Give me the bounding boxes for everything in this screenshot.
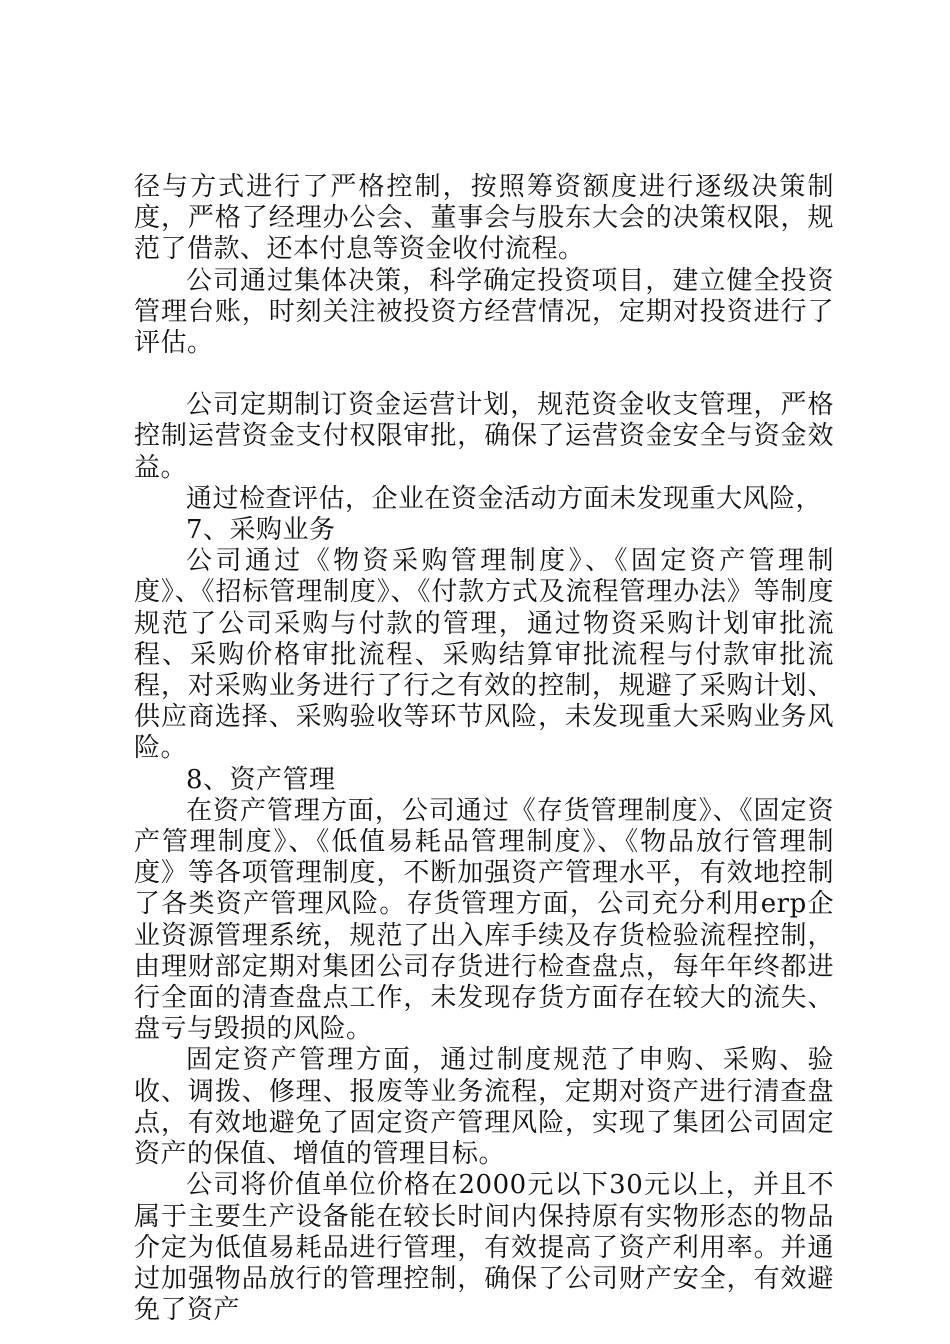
paragraph-gap xyxy=(134,359,834,390)
paragraph-financing-control: 径与方式进行了严格控制，按照筹资额度进行逐级决策制度，严格了经理办公会、董事会与股东大会的决策权限，规范了借款、还本付息等资金收付流程。 xyxy=(134,172,834,265)
paragraph-asset-management: 在资产管理方面，公司通过《存货管理制度》、《固定资产管理制度》、《低值易耗品管理制度》、《物品放行管理制度》等各项管理制度，不断加强资产管理水平，有效地控制了各类资产管理风险。存货管理方面，公司充分利用erp企业资源管理系统，规范了出入库手续及存货检验流程控制，由理财部定期对集团公司存货进行检查盘点，每年年终都进行全面的清查盘点工作，未发现存货方面存在较大的流失、盘亏与毁损的风险。 xyxy=(134,795,834,1045)
paragraph-operating-funds: 公司定期制订资金运营计划，规范资金收支管理，严格控制运营资金支付权限审批，确保了运营资金安全与资金效益。 xyxy=(134,390,834,483)
paragraph-investment: 公司通过集体决策，科学确定投资项目，建立健全投资管理台账，时刻关注被投资方经营情况，定期对投资进行了评估。 xyxy=(134,265,834,359)
document-body xyxy=(134,172,834,1326)
section-heading-procurement: 7、采购业务 xyxy=(186,515,336,546)
paragraph-fixed-assets: 固定资产管理方面，通过制度规范了申购、采购、验收、调拨、修理、报废等业务流程，定期对资产进行清查盘点，有效地避免了固定资产管理风险，实现了集团公司固定资产的保值、增值的管理目标。 xyxy=(134,1045,834,1170)
paragraph-low-value-consumables: 公司将价值单位价格在2000元以下30元以上，并且不属于主要生产设备能在较长时间内保持原有实物形态的物品介定为低值易耗品进行管理，有效提高了资产利用率。并通过加强物品放行的管理控制，确保了公司财产安全，有效避免了资产 xyxy=(134,1170,834,1326)
paragraph-procurement: 公司通过《物资采购管理制度》、《固定资产管理制度》、《招标管理制度》、《付款方式及流程管理办法》等制度规范了公司采购与付款的管理，通过物资采购计划审批流程、采购价格审批流程、采购结算审批流程与付款审批流程，对采购业务进行了行之有效的控制，规避了采购计划、供应商选择、采购验收等环节风险，未发现重大采购业务风险。 xyxy=(134,546,834,764)
paragraph-funds-assessment: 通过检查评估，企业在资金活动方面未发现重大风险， xyxy=(186,483,823,514)
section-heading-assets: 8、资产管理 xyxy=(186,764,336,795)
